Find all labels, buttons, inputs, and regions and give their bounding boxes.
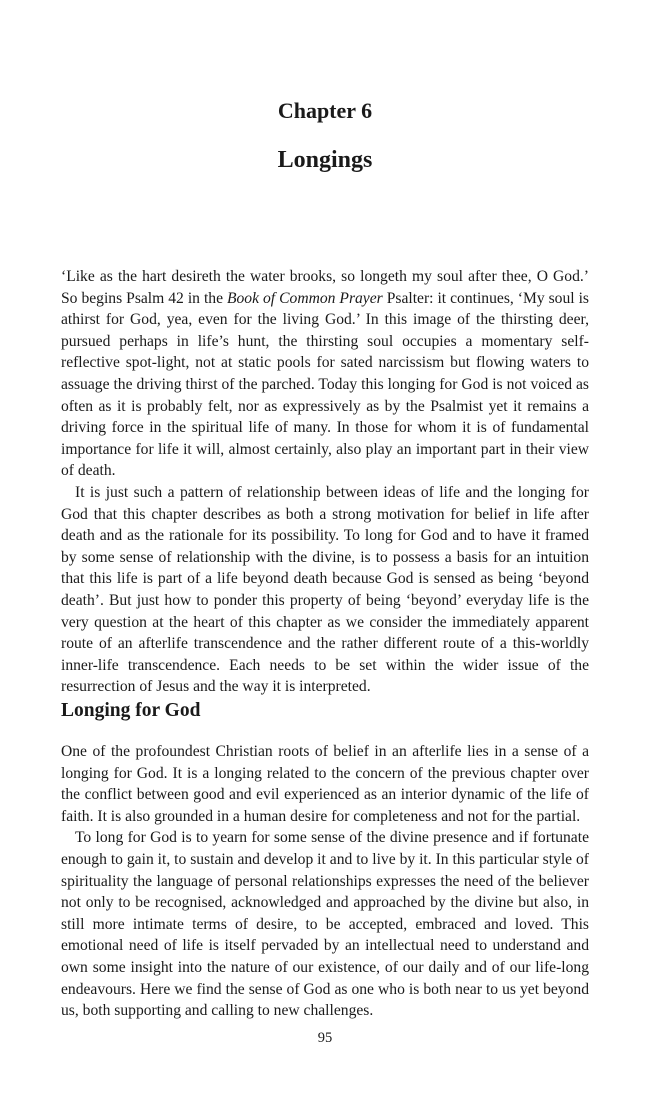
section-text	[61, 741, 589, 1022]
paragraph	[61, 827, 589, 1021]
text-segment: One of the profoundest Christian roots of belief in an afterlife lies in a sense of a longing for God. It is a longing related to the concern of the previous chapter over the conflict between good and evil experienced as an interior dynamic of the life of faith. It is also grounded in a human desire for completeness and not for the partial.	[61, 743, 589, 825]
text-segment: ‘Like as the hart desireth the water brooks, so longeth my soul after thee, O God.’ So begins Psalm 42 in the	[61, 268, 589, 307]
paragraph	[61, 266, 589, 482]
text-segment: It is just such a pattern of relationship between ideas of life and the longing for God that this chapter describes as both a strong motivation for belief in life after death and as the rationale for its possibility. To long for God and to have it framed by some sense of relationship with the divine, is to possess a basis for an intuition that this life is part of a life beyond death because God is sensed as being ‘beyond death’. But just how to ponder this property of being ‘beyond’ everyday life is the very question at the heart of this chapter as we consider the immediately apparent route of an afterlife transcendence and the rather different route of a this-worldly inner-life transcendence. Each needs to be set within the wider issue of the resurrection of Jesus and the way it is interpreted.	[61, 483, 589, 696]
intro-text	[61, 266, 589, 698]
text-segment: To long for God is to yearn for some sense of the divine presence and if fortunate enough to gain it, to sustain and develop it and to live by it. In this particular style of spirituality the language of personal relationships expresses the need of the believer not only to be recognised, acknowledged and approached by the divine but also, in still more intimate terms of desire, to be accepted, embraced and loved. This emotional need of life is itself pervaded by an intellectual need to understand and own some insight into the nature of our existence, of our daily and of our life-long endeavours. Here we find the sense of God as one who is both near to us yet beyond us, both supporting and calling to new challenges.	[61, 829, 589, 1020]
paragraph	[61, 741, 589, 827]
paragraph	[61, 482, 589, 698]
book-page	[61, 0, 589, 1107]
text-segment: Psalter: it continues, ‘My soul is athirst for God, yea, even for the living God.’ In this image of the thirsting deer, pursued perhaps in life’s hunt, the thirsting soul occupies a momentary self-reflective spot-light, not at static pools for sated narcissism but flowing waters to assuage the driving thirst of the parched. Today this longing for God is not voiced as often as it is probably felt, nor as expressively as by the Psalmist yet it remains a driving force in the spiritual life of many. In those for whom it is of fundamental importance for life it will, almost certainly, also play an important part in their view of death.	[61, 289, 589, 480]
chapter-label: Chapter 6	[277, 98, 373, 123]
section-heading: Longing for God	[61, 700, 201, 721]
page-number: 95	[317, 1030, 333, 1046]
chapter-title: Longings	[277, 147, 373, 173]
book-title-italic: Book of Common Prayer	[226, 289, 383, 307]
